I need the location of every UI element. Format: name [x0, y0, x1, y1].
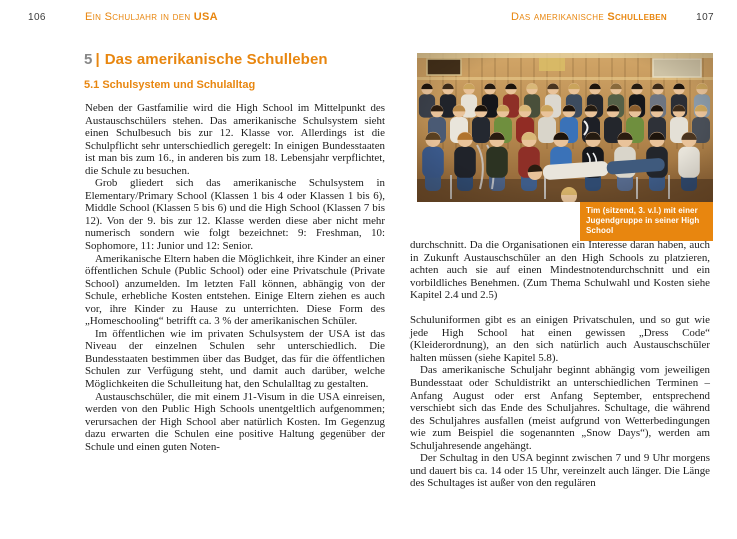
paragraph: Schuluniformen gibt es an einigen Privatschulen, und so gut wie jede High School hat einen gewissen „Dress Code“ (Kleiderordnung), an den sich natürlich auch Austauschschüler halten müssen (siehe Kapitel 5.8).: [410, 314, 710, 364]
chapter-heading: [84, 51, 328, 68]
paragraph: durchschnitt. Da die Organisationen ein Interesse daran haben, auch in Zukunft Austauschschüler an den High Schools zu platzieren, achten auch sie auf einen Mindestnotendurchschnitt und ein vorbildliches Benehmen. (Zum Thema Schulwahl und Kosten siehe Kapitel 2.4 und 2.5): [410, 239, 710, 302]
running-title-left-bold: USA: [193, 11, 218, 23]
photo-caption: Tim (sitzend, 3. v.l.) mit einer Jugendgruppe in seiner High School: [580, 202, 713, 241]
page-number-right: 107: [696, 12, 714, 23]
left-text-column: [85, 102, 385, 453]
page-number-left: 106: [28, 12, 46, 23]
paragraph: Austauschschüler, die mit einem J1-Visum in die USA einreisen, werden von den Public High Schools unentgeltlich aufgenommen; verursachen der High School aber natürlich Kosten. Im Gegenzug dazu erwarten die Schulen eine positive Haltung gegenüber der Schule und einen guten Noten-: [85, 390, 385, 453]
running-title-left: [85, 11, 218, 23]
paragraph: Grob gliedert sich das amerikanische Schulsystem in Elementary/Primary School (Klassen 1 bis 4 oder Klassen 1 bis 6), Middle School (Klassen 5 bis 6) und die High School (Klassen 7 bis 12). Von der 9. bis zur 12. Klasse werden diese aber nicht mehr numerisch sondern wie folgt bezeichnet: 9: Freshman, 10: Sophomore, 11: Junior und 12: Senior.: [85, 177, 385, 253]
paragraph: Amerikanische Eltern haben die Möglichkeit, ihre Kinder an einer öffentlichen Schule (Public School) oder eine Privatschule (Private School) anzumelden. Im letzten Fall können, abhängig von der Schule, erhebliche Kosten entstehen. Einige Eltern ziehen es auch vor, ihre Kinder zu Hause zu unterrichten. Diese Form des „Homeschooling“ betrifft ca. 3 % der amerikanischen Schüler.: [85, 252, 385, 328]
paragraph: Das amerikanische Schuljahr beginnt abhängig vom jeweiligen Bundesstaat oder Schuldistrikt an unterschiedlichen Terminen – Anfang August oder erst Anfang September, entsprechend verschiebt sich das Ende des Schuljahres. Schultage, die während des Schuljahres ausfallen (meist aufgrund von Wetterbedingungen wie zum Beispiel die sogenannten „Snow Days“), werden am Schuljahresende angehängt.: [410, 364, 710, 452]
section-heading: 5.1 Schulsystem und Schulalltag: [84, 79, 256, 91]
running-title-right-regular: Das amerikanische: [510, 11, 608, 23]
running-title-right: [511, 11, 667, 23]
paragraph: Neben der Gastfamilie wird die High School im Mittelpunkt des Austauschschülers stehen. Das amerikanische Schulsystem sieht einen Schulbesuch bis zur 12. Klasse vor. Allerdings ist die Schulpflicht sehr unterschiedlich geregelt: In einigen Bundesstaaten ist man bis zum 16., in anderen bis zum 18. Lebensjahr verpflichtet, die Schule zu besuchen.: [85, 102, 385, 177]
chapter-title: Das amerikanische Schulleben: [104, 51, 328, 68]
running-title-right-bold: Schulleben: [607, 11, 667, 23]
running-title-left-regular: Ein Schuljahr in den: [85, 11, 194, 23]
group-photo-illustration: [417, 53, 713, 202]
right-text-column: [410, 239, 710, 490]
chapter-number: 5: [84, 51, 93, 68]
group-photo: [417, 53, 713, 202]
chapter-separator: |: [95, 51, 100, 68]
paragraph: Der Schultag in den USA beginnt zwischen 7 und 9 Uhr morgens und dauert bis ca. 14 oder 15 Uhr, vereinzelt auch länger. Die Länge des Schultages ist außer von den regulären: [410, 452, 710, 490]
paragraph: Im öffentlichen wie im privaten Schulsystem der USA ist das Niveau der einzelnen Schulen sehr unterschiedlich. Die Bundesstaaten bestimmen über das Budget, das für die öffentlichen Schulen zur Verfügung steht, und damit auch darüber, welche Möglichkeiten die Schulleitung hat, den Schulalltag zu gestalten.: [85, 327, 385, 391]
